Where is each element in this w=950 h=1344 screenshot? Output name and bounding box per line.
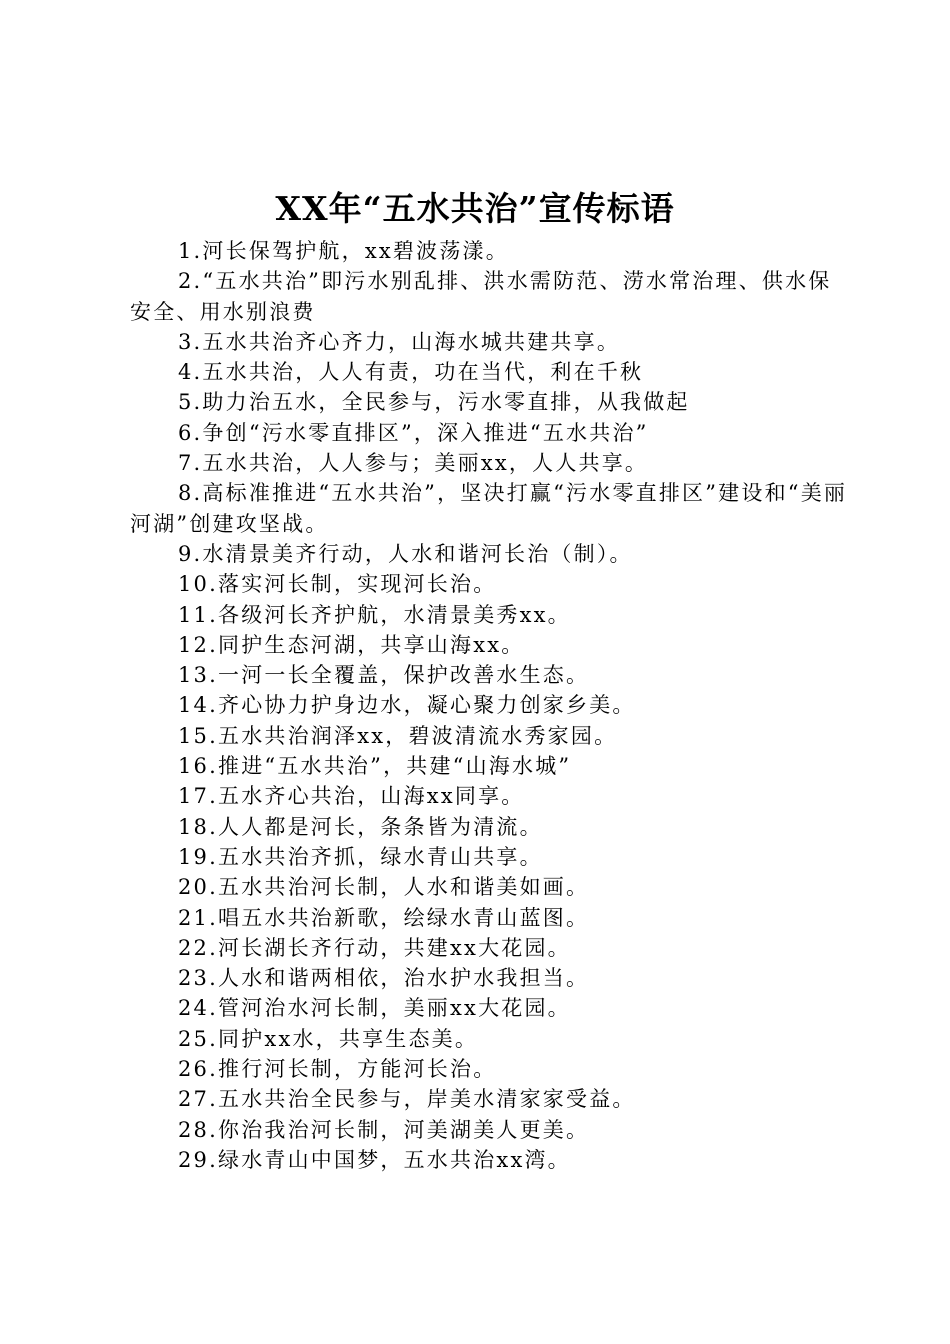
slogan-item: 25.同护xx水，共享生态美。	[178, 1026, 479, 1051]
slogan-item: 22.河长湖长齐行动，共建xx大花园。	[178, 935, 571, 960]
slogan-item: 19.五水共治齐抓，绿水青山共享。	[178, 844, 543, 869]
slogan-item: 27.五水共治全民参与，岸美水清家家受益。	[178, 1087, 636, 1112]
document-title: XX年“五水共治”宣传标语	[275, 189, 675, 228]
slogan-item: 11.各级河长齐护航，水清景美秀xx。	[178, 602, 571, 627]
slogan-item: 10.落实河长制，实现河长治。	[178, 572, 497, 597]
slogan-item: 16.推进“五水共治”，共建“山海水城”	[178, 754, 572, 779]
slogan-list	[130, 236, 850, 1175]
slogan-item: 17.五水齐心共治，山海xx同享。	[178, 784, 525, 809]
slogan-item: 5.助力治五水，全民参与，污水零直排，从我做起	[178, 390, 690, 415]
slogan-item: 29.绿水青山中国梦，五水共治xx湾。	[178, 1147, 571, 1172]
slogan-item: 18.人人都是河长，条条皆为清流。	[178, 814, 543, 839]
slogan-item: 14.齐心协力护身边水，凝心聚力创家乡美。	[178, 693, 636, 718]
slogan-item: 26.推行河长制，方能河长治。	[178, 1057, 497, 1082]
slogan-item: 23.人水和谐两相依，治水护水我担当。	[178, 966, 590, 991]
slogan-item: 4.五水共治，人人有责，功在当代，利在千秋	[178, 360, 644, 385]
slogan-item: 3.五水共治齐心齐力，山海水城共建共享。	[178, 329, 621, 354]
slogan-item: 20.五水共治河长制，人水和谐美如画。	[178, 875, 590, 900]
slogan-item: 13.一河一长全覆盖，保护改善水生态。	[178, 663, 590, 688]
slogan-item: 15.五水共治润泽xx，碧波清流水秀家园。	[178, 723, 618, 748]
slogan-item: 7.五水共治，人人参与；美丽xx，人人共享。	[178, 451, 649, 476]
slogan-item: 24.管河治水河长制，美丽xx大花园。	[178, 996, 571, 1021]
slogan-item: 2.“五水共治”即污水别乱排、洪水需防范、涝水常治理、供水保安全、用水别浪费	[130, 269, 832, 324]
slogan-item: 12.同护生态河湖，共享山海xx。	[178, 632, 525, 657]
slogan-item: 9.水清景美齐行动，人水和谐河长治（制）。	[178, 541, 633, 566]
slogan-item: 28.你治我治河长制，河美湖美人更美。	[178, 1117, 590, 1142]
slogan-item: 21.唱五水共治新歌，绘绿水青山蓝图。	[178, 905, 590, 930]
slogan-item: 8.高标准推进“五水共治”，坚决打赢“污水零直排区”建设和“美丽河湖”创建攻坚战。	[130, 481, 848, 536]
slogan-item: 6.争创“污水零直排区”，深入推进“五水共治”	[178, 420, 649, 445]
slogan-item: 1.河长保驾护航，xx碧波荡漾。	[178, 239, 509, 263]
